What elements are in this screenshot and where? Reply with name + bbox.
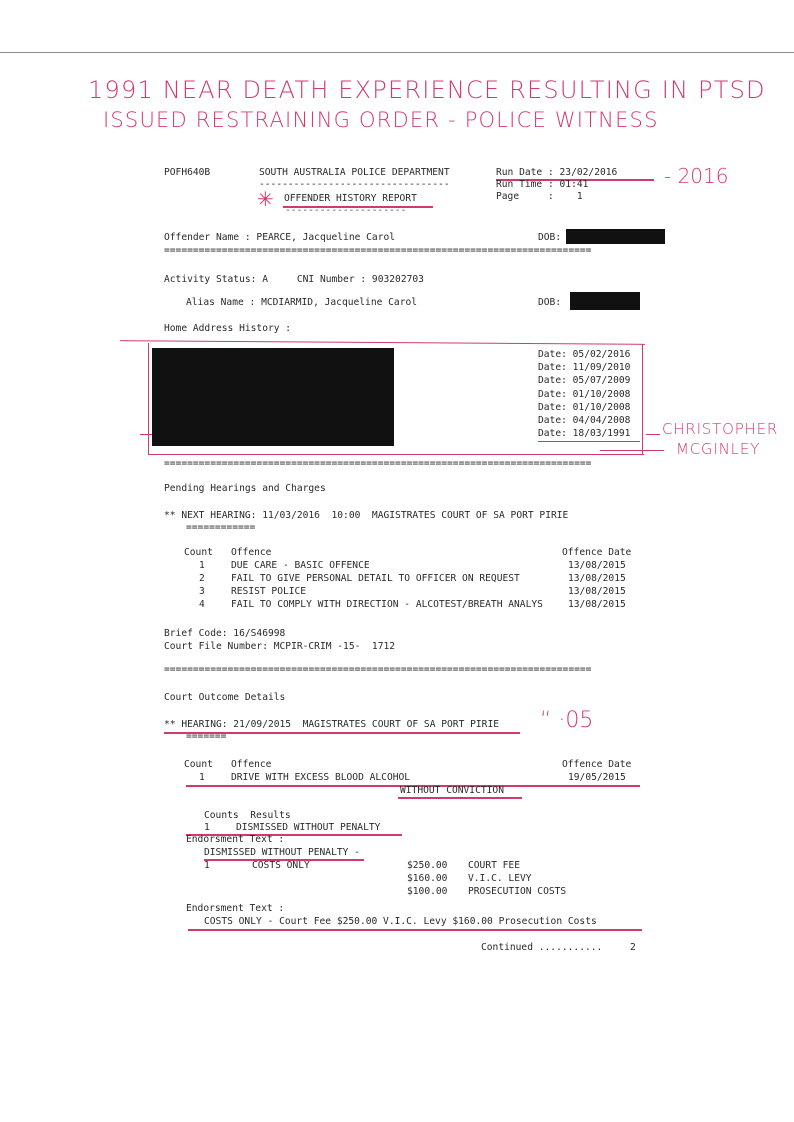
- fee-amount: $250.00: [407, 860, 448, 871]
- address-box-bottom: [148, 454, 644, 455]
- handwritten-year-note: - 2016: [664, 164, 729, 188]
- col-count: Count: [184, 547, 213, 558]
- results-header: Counts Results: [204, 810, 291, 821]
- charge-offence: FAIL TO GIVE PERSONAL DETAIL TO OFFICER ON REQUEST: [231, 573, 520, 584]
- charge-count: 3: [199, 586, 205, 597]
- col-offence-date: Offence Date: [562, 547, 632, 558]
- charge-count: 1: [199, 560, 205, 571]
- redaction-addresses: [152, 348, 394, 446]
- outcome-hearing-underline: =======: [186, 731, 227, 742]
- address-date: Date: 11/09/2010: [538, 362, 631, 373]
- arrow-left-mark: [140, 434, 152, 435]
- charge-count: 4: [199, 599, 205, 610]
- charge-date: 13/08/2015: [568, 560, 626, 571]
- result-text: DISMISSED WITHOUT PENALTY: [236, 822, 381, 833]
- charge-offence: RESIST POLICE: [231, 586, 307, 597]
- charge-offence: DUE CARE - BASIC OFFENCE: [231, 560, 370, 571]
- endorsement-2-underline: [188, 929, 642, 931]
- outcome-charge-date: 19/05/2015: [568, 772, 626, 783]
- asterisk-mark-icon: ✳: [257, 187, 274, 211]
- brief-code: Brief Code: 16/S46998: [164, 628, 286, 639]
- next-hearing: ** NEXT HEARING: 11/03/2016 10:00 MAGISTRATES COURT OF SA PORT PIRIE: [164, 510, 569, 521]
- outcome-charge-count: 1: [199, 772, 205, 783]
- address-date: Date: 05/02/2016: [538, 349, 631, 360]
- outcome-charge-offence: DRIVE WITH EXCESS BLOOD ALCOHOL: [231, 772, 411, 783]
- department-dash-line: ---------------------------------: [259, 179, 450, 190]
- offender-name: Offender Name : PEARCE, Jacqueline Carol: [164, 232, 396, 243]
- fee-label: PROSECUTION COSTS: [468, 886, 567, 897]
- handwritten-hearing-note: “ ·05: [540, 708, 594, 733]
- address-box-left: [148, 343, 149, 455]
- arrow-right-mark: [646, 434, 660, 435]
- scan-edge-line: [0, 52, 794, 53]
- fee-label: V.I.C. LEVY: [468, 873, 532, 884]
- endorsement-text: DISMISSED WITHOUT PENALTY -: [204, 847, 360, 858]
- dob-label: DOB:: [538, 232, 562, 243]
- alias-dob-label: DOB:: [538, 297, 562, 308]
- address-1991-underline: [538, 441, 640, 442]
- address-box-top: [120, 340, 645, 345]
- col-offence-date: Offence Date: [562, 759, 632, 770]
- address-date: Date: 05/07/2009: [538, 375, 631, 386]
- separator-line: ==========================================================================: [164, 664, 592, 675]
- charge-offence: FAIL TO COMPLY WITH DIRECTION - ALCOTEST/BREATH ANALYS: [231, 599, 543, 610]
- address-box-right: [642, 344, 643, 454]
- handwritten-name-note-2: MCGINLEY: [676, 440, 761, 458]
- charge-count: 2: [199, 573, 205, 584]
- address-date: Date: 01/10/2008: [538, 389, 631, 400]
- col-offence: Offence: [231, 759, 272, 770]
- handwritten-note-line-2: ISSUED RESTRAINING ORDER - POLICE WITNESS: [103, 108, 659, 132]
- fee-label: COURT FEE: [468, 860, 520, 871]
- handwritten-name-note-1: CHRISTOPHER: [662, 420, 779, 438]
- charge-date: 13/08/2015: [568, 573, 626, 584]
- run-date: Run Date : 23/02/2016: [496, 167, 618, 178]
- next-hearing-underline: ============: [186, 522, 256, 533]
- charge-date: 13/08/2015: [568, 586, 626, 597]
- col-count: Count: [184, 759, 213, 770]
- redaction-dob: [566, 229, 665, 244]
- page-number: Page : 1: [496, 191, 583, 202]
- report-title: OFFENDER HISTORY REPORT: [284, 193, 417, 204]
- col-offence: Offence: [231, 547, 272, 558]
- outcome-hearing: ** HEARING: 21/09/2015 MAGISTRATES COURT OF SA PORT PIRIE: [164, 719, 500, 730]
- outcome-heading: Court Outcome Details: [164, 692, 286, 703]
- fee-amount: $160.00: [407, 873, 448, 884]
- report-code: POFH640B: [164, 167, 211, 178]
- address-date-1991: Date: 18/03/1991: [538, 428, 631, 439]
- activity-status: Activity Status: A CNI Number : 903202703: [164, 274, 424, 285]
- endorsement-label: Endorsment Text :: [186, 834, 285, 845]
- next-page-number: 2: [630, 942, 636, 953]
- pending-heading: Pending Hearings and Charges: [164, 483, 326, 494]
- separator-line: ==========================================================================: [164, 458, 592, 469]
- title-dash-underline: ---------------------: [285, 205, 407, 216]
- address-date: Date: 01/10/2008: [538, 402, 631, 413]
- charge-date: 13/08/2015: [568, 599, 626, 610]
- arrow-lower-mark: [600, 450, 664, 451]
- result-count: 1: [204, 822, 210, 833]
- endorsement-text-2: COSTS ONLY - Court Fee $250.00 V.I.C. Levy $160.00 Prosecution Costs: [204, 916, 597, 927]
- court-file-number: Court File Number: MCPIR-CRIM -15- 1712: [164, 641, 396, 652]
- costs-label: COSTS ONLY: [252, 860, 310, 871]
- fee-amount: $100.00: [407, 886, 448, 897]
- costs-count: 1: [204, 860, 210, 871]
- department-name: SOUTH AUSTRALIA POLICE DEPARTMENT: [259, 167, 450, 178]
- handwritten-note-line-1: 1991 NEAR DEATH EXPERIENCE RESULTING IN PTSD: [88, 76, 766, 104]
- continued-label: Continued ...........: [481, 942, 603, 953]
- endorsement-label-2: Endorsment Text :: [186, 903, 285, 914]
- address-date: Date: 04/04/2008: [538, 415, 631, 426]
- without-conviction-underline: [398, 797, 522, 799]
- alias-name: Alias Name : MCDIARMID, Jacqueline Carol: [186, 297, 418, 308]
- without-conviction: WITHOUT CONVICTION: [400, 785, 504, 796]
- home-address-label: Home Address History :: [164, 323, 292, 334]
- separator-line: ==========================================================================: [164, 245, 592, 256]
- redaction-alias-dob: [570, 292, 640, 310]
- run-time: Run Time : 01:41: [496, 179, 589, 190]
